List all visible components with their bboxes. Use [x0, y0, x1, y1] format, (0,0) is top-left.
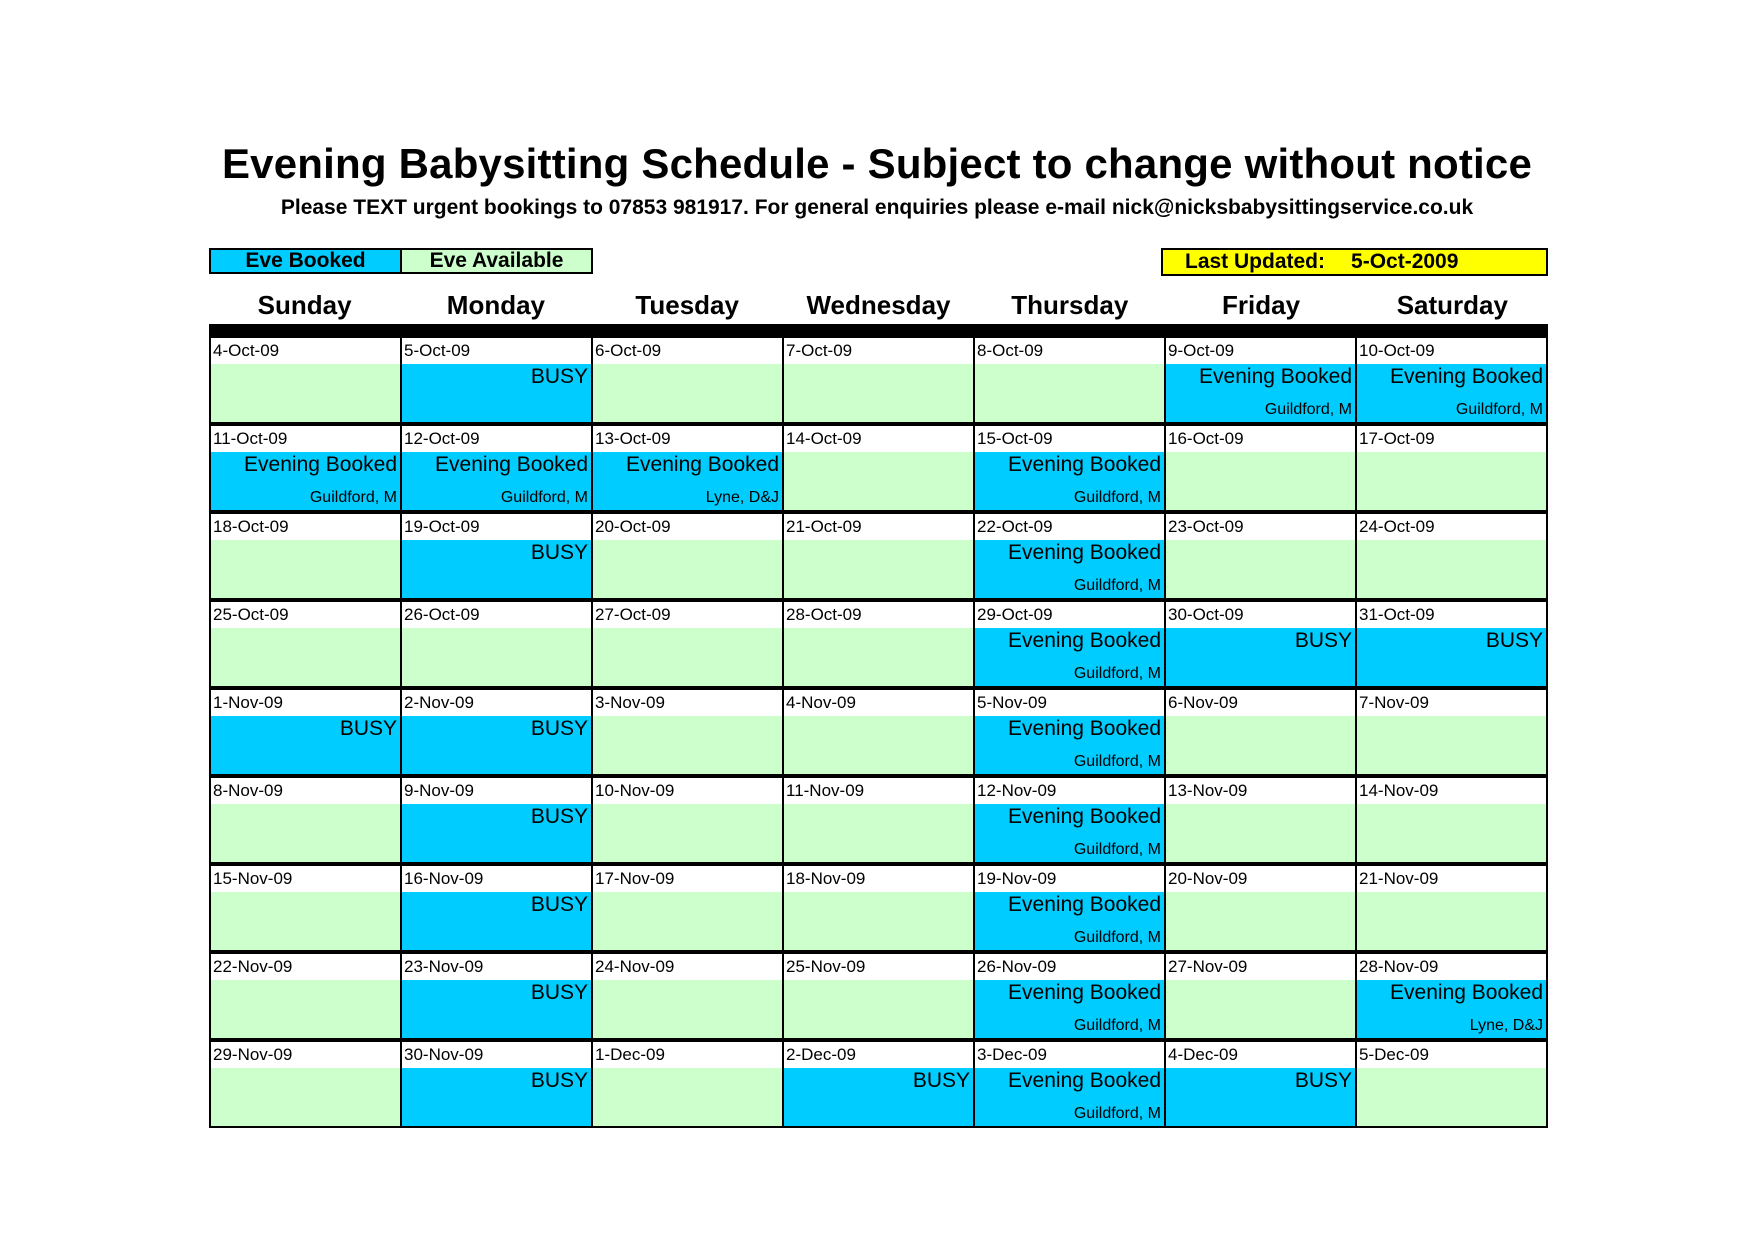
day-date: 9-Oct-09	[1166, 338, 1355, 364]
day-cell	[1164, 602, 1355, 686]
day-cell	[782, 426, 973, 510]
day-status-area	[1166, 980, 1355, 1038]
day-date: 3-Dec-09	[975, 1042, 1164, 1068]
day-date: 13-Oct-09	[593, 426, 782, 452]
booking-status: BUSY	[339, 717, 397, 740]
day-cell	[1355, 338, 1546, 422]
day-status-area	[593, 628, 782, 686]
day-status-area	[1357, 892, 1546, 950]
booking-status: BUSY	[530, 893, 588, 916]
day-date: 5-Oct-09	[402, 338, 591, 364]
day-status-area	[1166, 892, 1355, 950]
booking-location: Guildford, M	[1073, 1017, 1161, 1034]
day-cell	[1355, 690, 1546, 774]
booking-location: Guildford, M	[1264, 401, 1352, 418]
day-status-area	[975, 980, 1164, 1038]
day-cell	[211, 866, 400, 950]
day-status-area	[593, 1068, 782, 1126]
booking-location: Guildford, M	[309, 489, 397, 506]
day-date: 12-Oct-09	[402, 426, 591, 452]
booking-location: Lyne, D&J	[705, 489, 779, 506]
day-cell	[1164, 426, 1355, 510]
day-date: 9-Nov-09	[402, 778, 591, 804]
day-status-area	[975, 364, 1164, 422]
day-date: 14-Nov-09	[1357, 778, 1546, 804]
day-status-area	[211, 452, 400, 510]
day-status-area	[1166, 1068, 1355, 1126]
day-status-area	[1357, 540, 1546, 598]
week-row	[211, 1038, 1546, 1126]
day-status-area	[975, 628, 1164, 686]
day-status-area	[1357, 452, 1546, 510]
day-date: 30-Oct-09	[1166, 602, 1355, 628]
day-date: 11-Oct-09	[211, 426, 400, 452]
day-cell	[211, 1042, 400, 1126]
day-date: 10-Oct-09	[1357, 338, 1546, 364]
day-status-area	[1166, 628, 1355, 686]
day-date: 16-Oct-09	[1166, 426, 1355, 452]
day-date: 25-Nov-09	[784, 954, 973, 980]
booking-status: Evening Booked	[1008, 453, 1161, 476]
booking-status: BUSY	[530, 1069, 588, 1092]
day-date: 30-Nov-09	[402, 1042, 591, 1068]
day-headers	[209, 290, 1548, 321]
week-row	[211, 686, 1546, 774]
booking-status: Evening Booked	[626, 453, 779, 476]
day-status-area	[1166, 364, 1355, 422]
day-status-area	[402, 980, 591, 1038]
day-status-area	[593, 804, 782, 862]
day-status-area	[1357, 804, 1546, 862]
day-date: 31-Oct-09	[1357, 602, 1546, 628]
week-row	[211, 774, 1546, 862]
day-date: 15-Nov-09	[211, 866, 400, 892]
booking-status: Evening Booked	[1390, 981, 1543, 1004]
booking-status: BUSY	[1294, 1069, 1352, 1092]
day-cell	[591, 602, 782, 686]
day-date: 1-Dec-09	[593, 1042, 782, 1068]
booking-location: Guildford, M	[1073, 929, 1161, 946]
day-cell	[400, 514, 591, 598]
day-status-area	[784, 364, 973, 422]
day-date: 21-Nov-09	[1357, 866, 1546, 892]
page-title: Evening Babysitting Schedule - Subject to change without notice	[221, 140, 1533, 187]
day-date: 22-Oct-09	[975, 514, 1164, 540]
booking-location: Guildford, M	[1455, 401, 1543, 418]
week-row	[211, 598, 1546, 686]
day-date: 7-Oct-09	[784, 338, 973, 364]
day-status-area	[975, 892, 1164, 950]
day-date: 6-Nov-09	[1166, 690, 1355, 716]
last-updated-value: 5-Oct-2009	[1351, 250, 1459, 273]
day-status-area	[593, 540, 782, 598]
day-cell	[1164, 1042, 1355, 1126]
booking-status: BUSY	[530, 981, 588, 1004]
last-updated-label: Last Updated:	[1185, 250, 1326, 273]
day-status-area	[975, 540, 1164, 598]
day-date: 29-Nov-09	[211, 1042, 400, 1068]
day-status-area	[1166, 804, 1355, 862]
day-date: 29-Oct-09	[975, 602, 1164, 628]
day-cell	[1355, 778, 1546, 862]
day-cell	[973, 426, 1164, 510]
day-date: 5-Dec-09	[1357, 1042, 1546, 1068]
booking-location: Guildford, M	[500, 489, 588, 506]
day-cell	[211, 514, 400, 598]
day-cell	[973, 602, 1164, 686]
day-status-area	[593, 980, 782, 1038]
day-date: 27-Nov-09	[1166, 954, 1355, 980]
booking-status: Evening Booked	[1008, 629, 1161, 652]
day-status-area	[402, 364, 591, 422]
day-status-area	[402, 892, 591, 950]
day-status-area	[784, 452, 973, 510]
day-cell	[400, 690, 591, 774]
day-status-area	[211, 364, 400, 422]
day-status-area	[402, 1068, 591, 1126]
day-cell	[1355, 954, 1546, 1038]
day-status-area	[1357, 364, 1546, 422]
day-status-area	[402, 804, 591, 862]
booking-status: Evening Booked	[1008, 717, 1161, 740]
day-cell	[1355, 866, 1546, 950]
day-cell	[1164, 514, 1355, 598]
day-date: 2-Dec-09	[784, 1042, 973, 1068]
booking-location: Guildford, M	[1073, 841, 1161, 858]
day-status-area	[784, 980, 973, 1038]
day-date: 11-Nov-09	[784, 778, 973, 804]
day-date: 16-Nov-09	[402, 866, 591, 892]
day-status-area	[402, 628, 591, 686]
booking-location: Lyne, D&J	[1469, 1017, 1543, 1034]
booking-location: Guildford, M	[1073, 489, 1161, 506]
day-status-area	[211, 804, 400, 862]
day-status-area	[784, 1068, 973, 1126]
day-cell	[400, 866, 591, 950]
day-cell	[1164, 954, 1355, 1038]
day-date: 13-Nov-09	[1166, 778, 1355, 804]
day-date: 17-Nov-09	[593, 866, 782, 892]
day-status-area	[211, 980, 400, 1038]
week-row	[211, 422, 1546, 510]
last-updated-box	[1161, 248, 1548, 276]
day-status-area	[593, 716, 782, 774]
day-cell	[1164, 338, 1355, 422]
day-cell	[400, 338, 591, 422]
week-row	[211, 510, 1546, 598]
day-status-area	[784, 892, 973, 950]
day-status-area	[211, 1068, 400, 1126]
day-date: 18-Oct-09	[211, 514, 400, 540]
booking-status: BUSY	[1294, 629, 1352, 652]
day-status-area	[1357, 716, 1546, 774]
booking-status: Evening Booked	[244, 453, 397, 476]
day-date: 24-Oct-09	[1357, 514, 1546, 540]
day-status-area	[1357, 628, 1546, 686]
day-cell	[782, 690, 973, 774]
day-cell	[1355, 514, 1546, 598]
day-cell	[211, 954, 400, 1038]
day-date: 26-Nov-09	[975, 954, 1164, 980]
day-cell	[1355, 602, 1546, 686]
day-status-area	[975, 804, 1164, 862]
booking-status: BUSY	[530, 541, 588, 564]
booking-status: BUSY	[530, 365, 588, 388]
day-status-area	[593, 364, 782, 422]
day-date: 15-Oct-09	[975, 426, 1164, 452]
booking-status: Evening Booked	[1008, 1069, 1161, 1092]
day-status-area	[1166, 540, 1355, 598]
day-date: 25-Oct-09	[211, 602, 400, 628]
day-date: 18-Nov-09	[784, 866, 973, 892]
day-cell	[973, 1042, 1164, 1126]
booking-status: Evening Booked	[1199, 365, 1352, 388]
day-date: 24-Nov-09	[593, 954, 782, 980]
booking-location: Guildford, M	[1073, 577, 1161, 594]
day-status-area	[211, 892, 400, 950]
day-date: 10-Nov-09	[593, 778, 782, 804]
day-date: 4-Dec-09	[1166, 1042, 1355, 1068]
booking-location: Guildford, M	[1073, 1105, 1161, 1122]
booking-status: Evening Booked	[1008, 981, 1161, 1004]
day-cell	[973, 690, 1164, 774]
day-cell	[973, 514, 1164, 598]
booking-status: Evening Booked	[1008, 805, 1161, 828]
day-date: 19-Oct-09	[402, 514, 591, 540]
day-cell	[973, 778, 1164, 862]
day-date: 1-Nov-09	[211, 690, 400, 716]
day-date: 21-Oct-09	[784, 514, 973, 540]
day-cell	[400, 778, 591, 862]
day-status-area	[1357, 980, 1546, 1038]
day-status-area	[1166, 452, 1355, 510]
day-date: 4-Oct-09	[211, 338, 400, 364]
day-date: 8-Nov-09	[211, 778, 400, 804]
day-cell	[782, 778, 973, 862]
day-date: 5-Nov-09	[975, 690, 1164, 716]
day-cell	[973, 866, 1164, 950]
calendar-grid	[209, 338, 1548, 1128]
booking-status: BUSY	[530, 805, 588, 828]
day-status-area	[784, 716, 973, 774]
day-cell	[211, 602, 400, 686]
day-cell	[973, 954, 1164, 1038]
day-date: 22-Nov-09	[211, 954, 400, 980]
day-status-area	[1357, 1068, 1546, 1126]
day-header: Tuesday	[635, 290, 739, 320]
day-status-area	[211, 628, 400, 686]
day-cell	[782, 338, 973, 422]
day-cell	[782, 514, 973, 598]
day-status-area	[402, 540, 591, 598]
day-cell	[782, 954, 973, 1038]
week-row	[211, 950, 1546, 1038]
day-status-area	[975, 452, 1164, 510]
day-cell	[591, 1042, 782, 1126]
day-date: 3-Nov-09	[593, 690, 782, 716]
day-date: 20-Oct-09	[593, 514, 782, 540]
day-cell	[591, 954, 782, 1038]
day-date: 7-Nov-09	[1357, 690, 1546, 716]
booking-status: Evening Booked	[1008, 541, 1161, 564]
day-cell	[591, 778, 782, 862]
day-cell	[400, 954, 591, 1038]
day-date: 28-Nov-09	[1357, 954, 1546, 980]
booking-location: Guildford, M	[1073, 753, 1161, 770]
day-cell	[1164, 690, 1355, 774]
day-status-area	[784, 628, 973, 686]
day-date: 4-Nov-09	[784, 690, 973, 716]
day-cell	[211, 778, 400, 862]
day-cell	[591, 866, 782, 950]
day-cell	[1164, 866, 1355, 950]
week-row	[211, 338, 1546, 422]
day-cell	[1164, 778, 1355, 862]
day-cell	[782, 602, 973, 686]
day-header: Sunday	[257, 290, 352, 320]
day-date: 26-Oct-09	[402, 602, 591, 628]
day-header: Monday	[446, 290, 546, 320]
day-status-area	[784, 540, 973, 598]
day-cell	[1355, 1042, 1546, 1126]
day-status-area	[975, 716, 1164, 774]
day-date: 17-Oct-09	[1357, 426, 1546, 452]
day-date: 12-Nov-09	[975, 778, 1164, 804]
day-cell	[211, 426, 400, 510]
day-cell	[211, 338, 400, 422]
booking-location: Guildford, M	[1073, 665, 1161, 682]
day-header: Wednesday	[806, 290, 951, 320]
day-cell	[782, 1042, 973, 1126]
booking-status: Evening Booked	[1008, 893, 1161, 916]
booking-status: Evening Booked	[1390, 365, 1543, 388]
day-status-area	[784, 804, 973, 862]
day-status-area	[593, 452, 782, 510]
legend-booked: Eve Booked	[209, 248, 402, 274]
booking-status: BUSY	[912, 1069, 970, 1092]
day-cell	[973, 338, 1164, 422]
day-status-area	[211, 716, 400, 774]
booking-status: BUSY	[1485, 629, 1543, 652]
day-status-area	[975, 1068, 1164, 1126]
day-cell	[591, 338, 782, 422]
day-status-area	[1166, 716, 1355, 774]
day-date: 8-Oct-09	[975, 338, 1164, 364]
day-date: 27-Oct-09	[593, 602, 782, 628]
day-cell	[782, 866, 973, 950]
day-cell	[400, 426, 591, 510]
day-date: 6-Oct-09	[593, 338, 782, 364]
day-status-area	[593, 892, 782, 950]
day-cell	[211, 690, 400, 774]
week-row	[211, 862, 1546, 950]
booking-status: BUSY	[530, 717, 588, 740]
day-header: Friday	[1222, 290, 1301, 320]
day-header: Saturday	[1396, 290, 1508, 320]
day-cell	[591, 690, 782, 774]
day-cell	[591, 514, 782, 598]
day-status-area	[211, 540, 400, 598]
day-date: 20-Nov-09	[1166, 866, 1355, 892]
day-cell	[1355, 426, 1546, 510]
day-date: 19-Nov-09	[975, 866, 1164, 892]
day-status-area	[402, 452, 591, 510]
day-cell	[400, 1042, 591, 1126]
day-status-area	[402, 716, 591, 774]
booking-status: Evening Booked	[435, 453, 588, 476]
day-date: 28-Oct-09	[784, 602, 973, 628]
contact-subtitle: Please TEXT urgent bookings to 07853 981917. For general enquiries please e-mail nick@nicksbabysittingservice.co.uk	[280, 196, 1474, 219]
day-cell	[400, 602, 591, 686]
day-cell	[591, 426, 782, 510]
day-date: 23-Nov-09	[402, 954, 591, 980]
day-date: 2-Nov-09	[402, 690, 591, 716]
legend-available: Eve Available	[400, 248, 593, 274]
day-date: 23-Oct-09	[1166, 514, 1355, 540]
day-date: 14-Oct-09	[784, 426, 973, 452]
day-header: Thursday	[1011, 290, 1129, 320]
header-divider	[209, 324, 1548, 338]
